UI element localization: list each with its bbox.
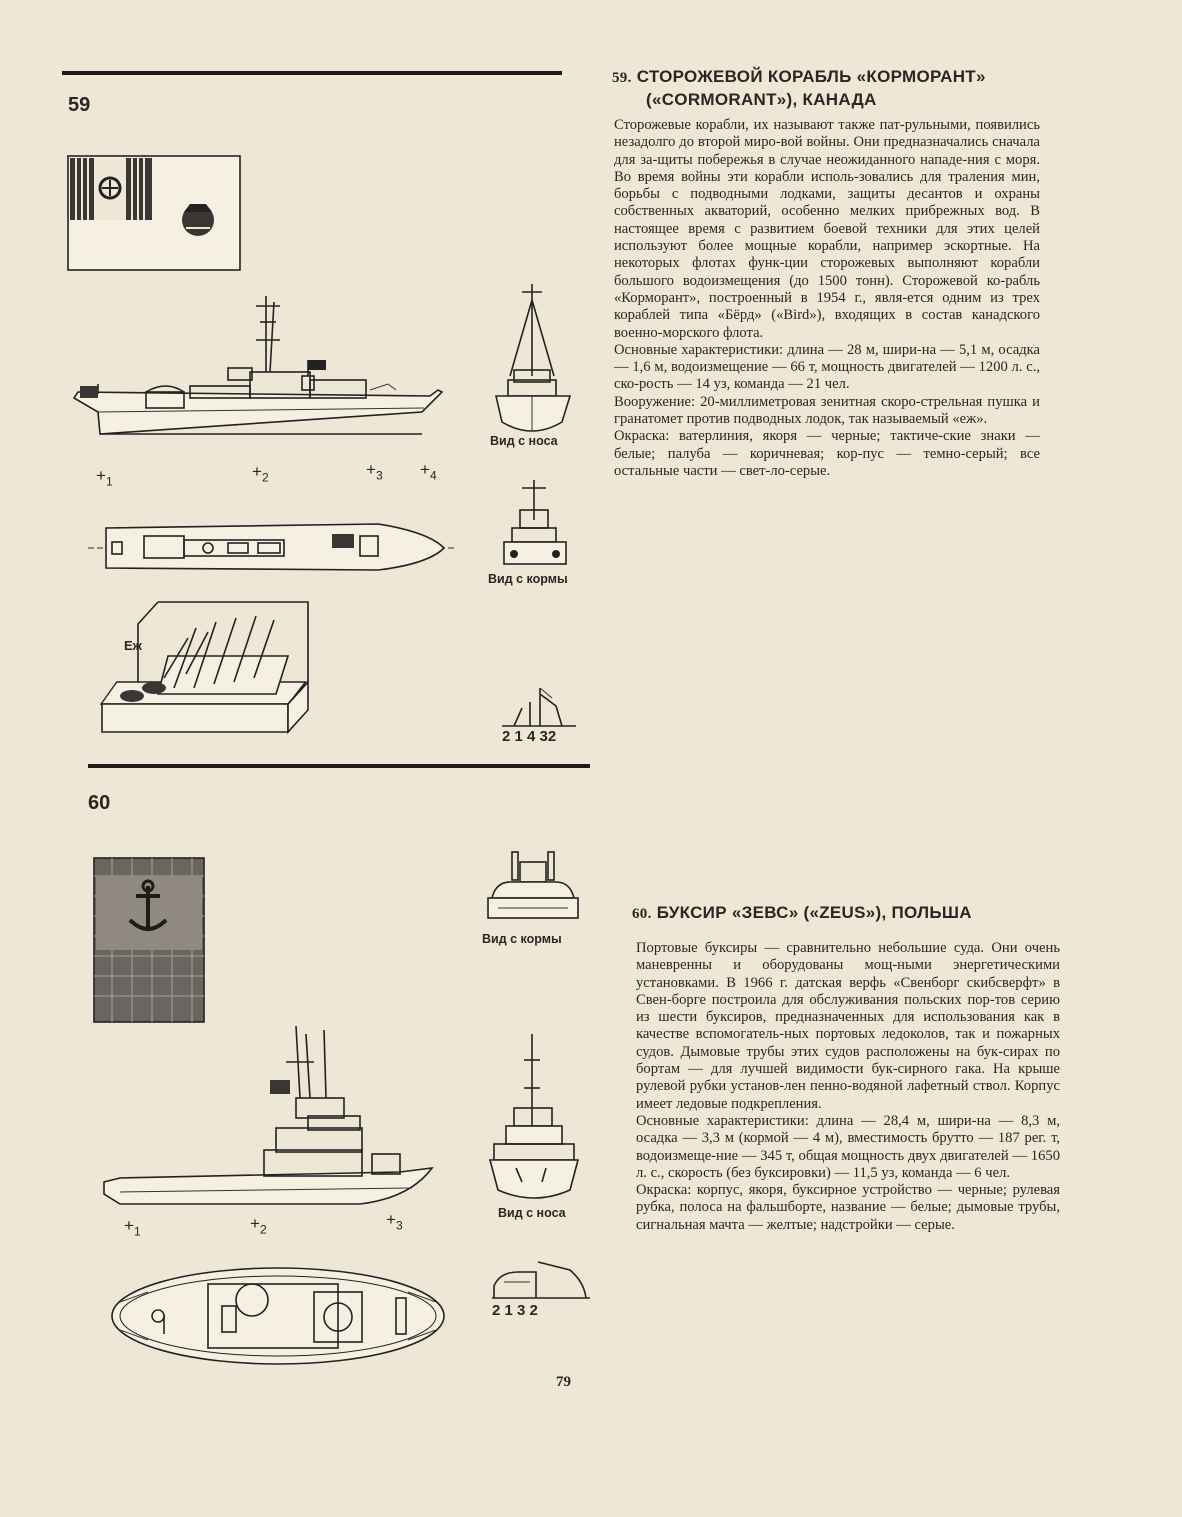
hull-station-tick-label: 3 <box>395 1218 403 1233</box>
hedgehog-launcher-illustration <box>98 598 312 742</box>
hull-station-tick: $+_2$ <box>250 1214 267 1237</box>
section-60-number: 60 <box>88 792 111 814</box>
caption-hedgehog: Еж <box>124 638 142 653</box>
section-60-title <box>632 902 1032 925</box>
hull-station-tick: $+_1$ <box>124 1216 141 1239</box>
zeus-plan-view-illustration <box>108 1262 452 1370</box>
zeus-mast-order-diagram <box>490 1252 594 1302</box>
cormorant-bow-view-illustration <box>492 280 574 440</box>
zeus-bow-view-illustration <box>486 1030 582 1206</box>
canada-naval-flag-illustration <box>66 154 244 274</box>
section-59-paragraph: Сторожевые корабли, их называют также пат-рульными, появились незадолго до второй миро-вой войны. Они предназначались сначала для за-щиты побережья в случае неожиданного нападе-ния с моря. Во время войны эти корабли исполь-зовались для траления мин, борьбы с подводными лодками, защиты десантов и охраны собственных акваторий, особенно мелких прибрежных вод. В настоящее время с развитием боевой техники для этих целей используют более мощные корабли, например эскортные. На некоторых флотах функ-ции сторожевых выполняют корабли большого водоизмещения (до 1500 тонн). Сторожевой ко-рабль «Корморант», построенный в 1954 г., явля-ется одним из трех кораблей типа «Бёрд» («Bird»), входящих в состав канадского военно-морского флота. <box>614 117 1040 341</box>
caption-stern-view-59: Вид с кормы <box>488 572 568 586</box>
hull-station-tick-label: 1 <box>105 474 113 489</box>
hull-station-tick-label: 2 <box>259 1222 267 1237</box>
section-60-paragraph: Окраска: корпус, якоря, буксирное устройство — черные; рулевая рубка, полоса на фальшборте, название — белые; дымовые трубы, сигнальная мачта — желтые; надстройки — серые. <box>636 1182 1060 1233</box>
caption-stern-view-60: Вид с кормы <box>482 932 562 946</box>
section-60-title-number: 60. <box>632 906 652 922</box>
cormorant-stern-view-illustration <box>500 478 570 570</box>
hull-station-tick: $+_3$ <box>366 460 383 483</box>
hull-station-tick: $+_2$ <box>252 462 269 485</box>
section-59-paragraph: Вооружение: 20-миллиметровая зенитная скоро-стрельная пушка и гранатомет против подводных лодок, так называемый «еж». <box>614 393 1040 428</box>
caption-bow-view-60: Вид с носа <box>498 1206 566 1220</box>
poland-merchant-flag-illustration <box>92 856 206 1026</box>
hull-station-tick-label: 2 <box>261 470 269 485</box>
section-59-rule <box>62 71 562 75</box>
mast-order-labels-60: 2 1 3 2 <box>492 1302 538 1319</box>
section-59-title-number: 59. <box>612 70 632 86</box>
section-59-title-line2: («CORMORANT»), КАНАДА <box>646 90 877 109</box>
section-59-paragraph: Основные характеристики: длина — 28 м, шири-на — 5,1 м, осадка — 1,6 м, водоизмещение — 66 т, мощность двигателей — 1200 л. с., ско-рость — 14 уз, команда — 21 чел. <box>614 341 1040 393</box>
cormorant-mast-order-diagram <box>500 682 580 730</box>
section-60-text <box>636 940 1060 1234</box>
cormorant-plan-view-illustration <box>88 514 458 578</box>
section-59-text <box>614 117 1040 480</box>
section-59-title <box>612 66 1052 110</box>
hull-station-tick-label: 3 <box>375 468 383 483</box>
section-59-number: 59 <box>68 94 91 116</box>
cormorant-side-profile-illustration <box>70 288 450 448</box>
section-59-title-line1: СТОРОЖЕВОЙ КОРАБЛЬ «КОРМОРАНТ» <box>636 67 986 86</box>
hull-station-tick: $+_4$ <box>420 460 437 483</box>
caption-bow-view-59: Вид с носа <box>490 434 558 448</box>
hull-station-tick-label: 1 <box>133 1224 141 1239</box>
page-number: 79 <box>556 1374 571 1390</box>
section-60-paragraph: Основные характеристики: длина — 28,4 м, шири-на — 8,3 м, осадка — 3,3 м (кормой — 4 м), вместимость брутто — 187 рег. т, водоизмеще-ние — 345 т, общая мощность двух двигателей — 1650 л. с., скорость (без буксировки) — 11,5 уз, команда — 6 чел. <box>636 1112 1060 1181</box>
hull-station-tick: $+_3$ <box>386 1210 403 1233</box>
section-59-paragraph: Окраска: ватерлиния, якоря — черные; тактиче-ские знаки — белые; палуба — коричневая; кор-пус — темно-серый; все остальные части — свет-ло-серые. <box>614 428 1040 479</box>
section-60-paragraph: Портовые буксиры — сравнительно небольшие суда. Они очень маневренны и оборудованы мощ-ными энергетическими установками. В 1966 г. датская верфь «Свенборг скибсверфт» в Свен-борге построила для обслуживания польских пор-тов серию из шести буксиров, предназначенных для использования как в качестве вспомогатель-ных портовых ледоколов, так и пожарных судов. Дымовые трубы этих судов расположены на бук-сирах по бортам — для лучшей видимости бук-сирного гака. На крыше рулевой рубки установ-лен пенно-водяной лафетный ствол. Корпус имеет ледовые подкрепления. <box>636 940 1060 1112</box>
hull-station-tick-label: 4 <box>429 468 437 483</box>
section-60-title-text: БУКСИР «ЗЕВС» («ZEUS»), ПОЛЬША <box>656 903 972 922</box>
zeus-side-profile-illustration <box>100 1022 438 1212</box>
mast-order-labels-59: 2 1 4 32 <box>502 728 557 745</box>
section-60-rule <box>88 764 590 768</box>
zeus-stern-view-illustration <box>484 848 582 930</box>
hull-station-tick: $+_1$ <box>96 466 113 489</box>
